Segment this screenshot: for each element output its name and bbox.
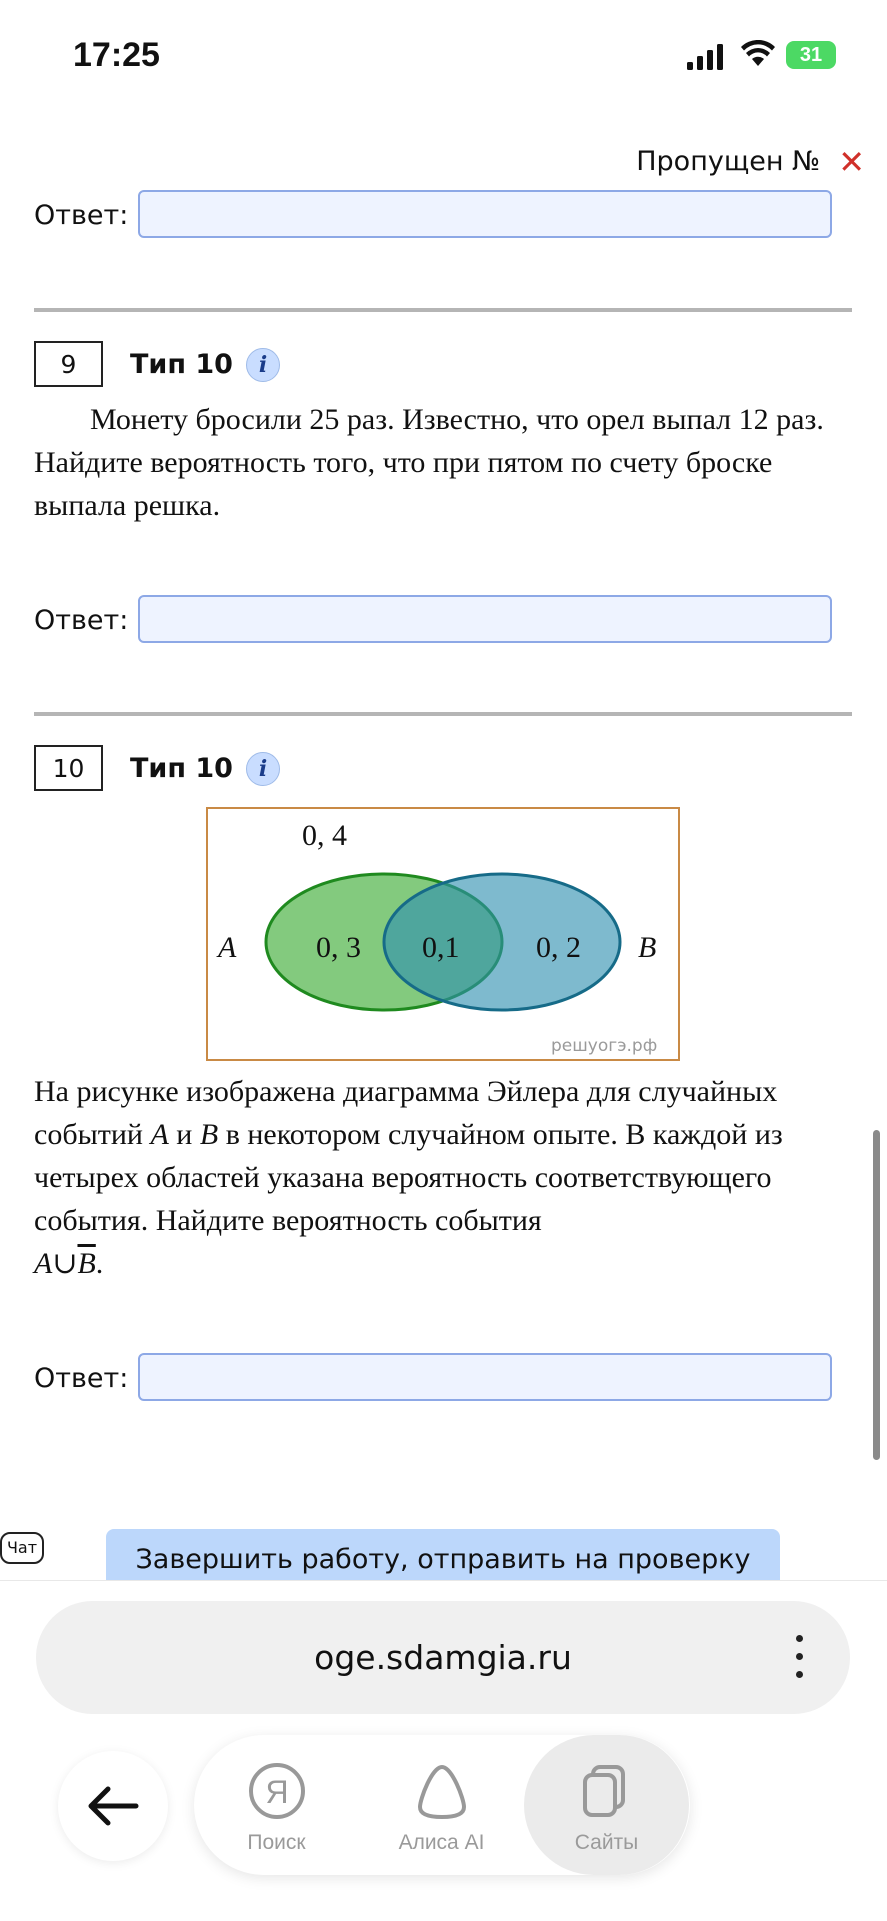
alice-icon <box>412 1761 472 1821</box>
divider <box>34 308 852 312</box>
scrollbar[interactable] <box>873 1130 880 1460</box>
a-only-probability: 0, 3 <box>316 931 361 964</box>
chat-button[interactable]: Чат <box>0 1532 44 1564</box>
more-menu-icon[interactable] <box>796 1635 806 1689</box>
nav-sites-label: Сайты <box>574 1831 639 1854</box>
browser-bottom-bar <box>0 1580 887 1921</box>
answer-input-q9[interactable] <box>138 595 832 643</box>
q10-text-2: в некотором случайном опыте. В каждой из четырех областей указана вероятность соответствующего события. Найдите вероятность события <box>34 1118 783 1237</box>
tabs-icon <box>577 1761 637 1821</box>
event-a: A <box>34 1247 53 1280</box>
battery-indicator: 31 <box>786 41 836 69</box>
question-text-9 <box>34 398 834 527</box>
question-9-body: Монету бросили 25 раз. Известно, что орел выпал 12 раз. Найдите вероятность того, что при пятом по счету броске выпала решка. <box>34 403 824 522</box>
q10-text-and: и <box>168 1118 200 1151</box>
intersection-probability: 0,1 <box>422 931 460 964</box>
answer-label: Ответ: <box>34 605 129 636</box>
info-icon[interactable]: i <box>246 752 280 786</box>
question-text-10 <box>34 1070 854 1285</box>
answer-row-q9 <box>34 595 837 647</box>
b-only-probability: 0, 2 <box>536 931 581 964</box>
bottom-navigation <box>194 1735 690 1875</box>
label-b: B <box>638 931 657 964</box>
nav-search-label: Поиск <box>247 1831 306 1854</box>
answer-label: Ответ: <box>34 200 129 231</box>
union-symbol: ∪ <box>52 1247 78 1280</box>
euler-diagram <box>206 807 680 1061</box>
event-b-ellipse <box>384 874 620 1010</box>
answer-row-q8 <box>34 190 837 242</box>
nav-sites[interactable] <box>524 1735 689 1875</box>
cellular-signal-icon <box>687 44 727 70</box>
status-bar <box>0 0 887 110</box>
answer-row-q10 <box>34 1353 837 1405</box>
divider <box>34 712 852 716</box>
back-button[interactable] <box>58 1751 168 1861</box>
close-icon[interactable]: ✕ <box>838 143 865 181</box>
watermark: решуогэ.рф <box>551 1036 658 1056</box>
skipped-label: Пропущен № <box>636 146 821 177</box>
question-number-9: 9 <box>34 341 103 387</box>
clock: 17:25 <box>73 36 160 74</box>
skipped-notice <box>636 143 865 181</box>
address-bar[interactable] <box>36 1601 850 1714</box>
question-number-10: 10 <box>34 745 103 791</box>
url-text: oge.sdamgia.ru <box>314 1638 572 1677</box>
finish-submit-button[interactable]: Завершить работу, отправить на проверку <box>106 1529 780 1581</box>
arrow-left-icon <box>58 1751 168 1861</box>
wifi-icon <box>740 40 776 68</box>
q10-text-1: На рисунке изображена диаграмма Эйлера для случайных событий <box>34 1075 778 1151</box>
var-a: A <box>150 1118 169 1151</box>
answer-input-q8[interactable] <box>138 190 832 238</box>
event-b-complement: $\overline{B}$ <box>77 1247 96 1280</box>
answer-input-q10[interactable] <box>138 1353 832 1401</box>
period: . <box>95 1247 104 1280</box>
answer-label: Ответ: <box>34 1363 129 1394</box>
question-type-9: Тип 10 <box>130 349 233 380</box>
question-type-10: Тип 10 <box>130 753 233 784</box>
nav-alice[interactable] <box>359 1735 524 1875</box>
outside-probability: 0, 4 <box>302 819 347 852</box>
nav-alice-label: Алиса AI <box>398 1831 485 1854</box>
yandex-icon <box>247 1761 307 1821</box>
nav-search[interactable] <box>194 1735 359 1875</box>
svg-text:Я: Я <box>264 1774 289 1810</box>
info-icon[interactable]: i <box>246 348 280 382</box>
label-a: A <box>218 931 237 964</box>
var-b: B <box>199 1118 219 1151</box>
